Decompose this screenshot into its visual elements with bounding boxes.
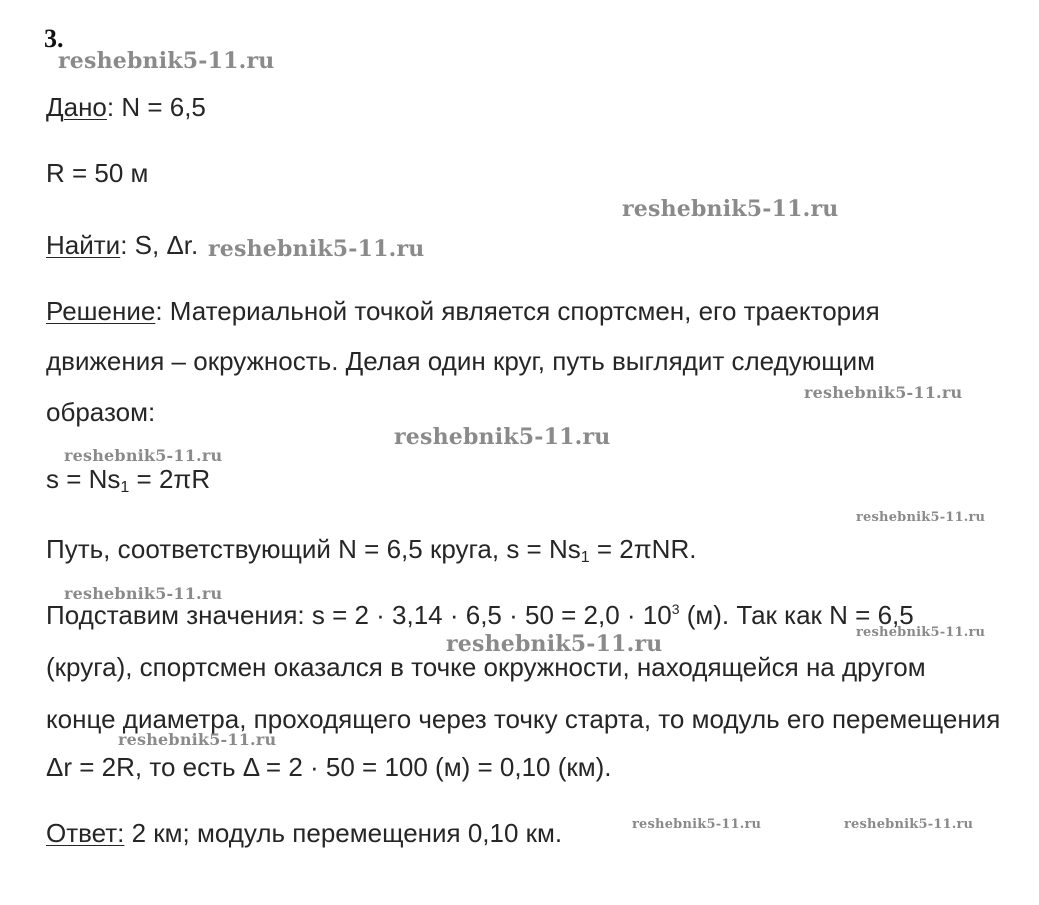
find-line	[46, 230, 198, 260]
solution-line-3: образом:	[46, 397, 156, 427]
solution-line-8: конце диаметра, проходящего через точку старта, то модуль его перемещения	[46, 704, 1001, 734]
formula-post: = 2πR	[129, 464, 211, 494]
watermark: reshebnik5-11.ru	[856, 625, 986, 640]
answer-line	[46, 818, 562, 848]
line5-post: = 2πNR.	[589, 534, 697, 564]
watermark: reshebnik5-11.ru	[804, 383, 963, 402]
solution-line-1	[46, 296, 880, 326]
watermark: reshebnik5-11.ru	[446, 631, 663, 657]
solution-line-5	[46, 534, 696, 564]
formula-line	[46, 464, 210, 494]
line6-sup: 3	[671, 601, 680, 617]
line5-sub: 1	[580, 549, 590, 566]
find-label: Найти	[46, 230, 121, 260]
solution-line-7: (круга), спортсмен оказался в точке окружности, находящейся на другом	[46, 652, 926, 682]
given-line	[46, 92, 206, 122]
watermark: reshebnik5-11.ru	[58, 48, 275, 74]
watermark: reshebnik5-11.ru	[844, 817, 974, 832]
watermark: reshebnik5-11.ru	[64, 446, 223, 465]
given-label: Дано	[46, 92, 107, 122]
answer-label: Ответ:	[46, 818, 125, 848]
given-r-line: R = 50 м	[46, 158, 149, 188]
watermark: reshebnik5-11.ru	[64, 584, 223, 603]
watermark: reshebnik5-11.ru	[208, 236, 425, 262]
line6-post: (м). Так как N = 6,5	[679, 600, 914, 630]
line5-pre: Путь, соответствующий N = 6,5 круга, s = Ns	[46, 534, 581, 564]
answer-text: 2 км; модуль перемещения 0,10 км.	[124, 818, 563, 848]
line6-pre: Подставим значения: s = 2 · 3,14 · 6,5 · 50 = 2,0 · 10	[46, 600, 672, 630]
watermark: reshebnik5-11.ru	[394, 424, 611, 450]
solution-text-1: : Материальной точкой является спортсмен, его траектория	[155, 296, 880, 326]
watermark: reshebnik5-11.ru	[632, 817, 762, 832]
solution-line-6	[46, 600, 914, 630]
solution-label: Решение	[46, 296, 156, 326]
solution-line-2: движения – окружность. Делая один круг, путь выглядит следующим	[46, 346, 876, 376]
watermark: reshebnik5-11.ru	[622, 196, 839, 222]
find-text: : S, Δr.	[120, 230, 199, 260]
problem-number: 3.	[44, 24, 64, 53]
formula-pre: s = Ns	[46, 464, 121, 494]
watermark: reshebnik5-11.ru	[118, 730, 277, 749]
given-n-text: : N = 6,5	[106, 92, 206, 122]
formula-sub: 1	[120, 479, 130, 496]
watermark: reshebnik5-11.ru	[856, 510, 986, 525]
solution-line-9: Δr = 2R, то есть Δ = 2 · 50 = 100 (м) = 0,10 (км).	[46, 752, 612, 782]
